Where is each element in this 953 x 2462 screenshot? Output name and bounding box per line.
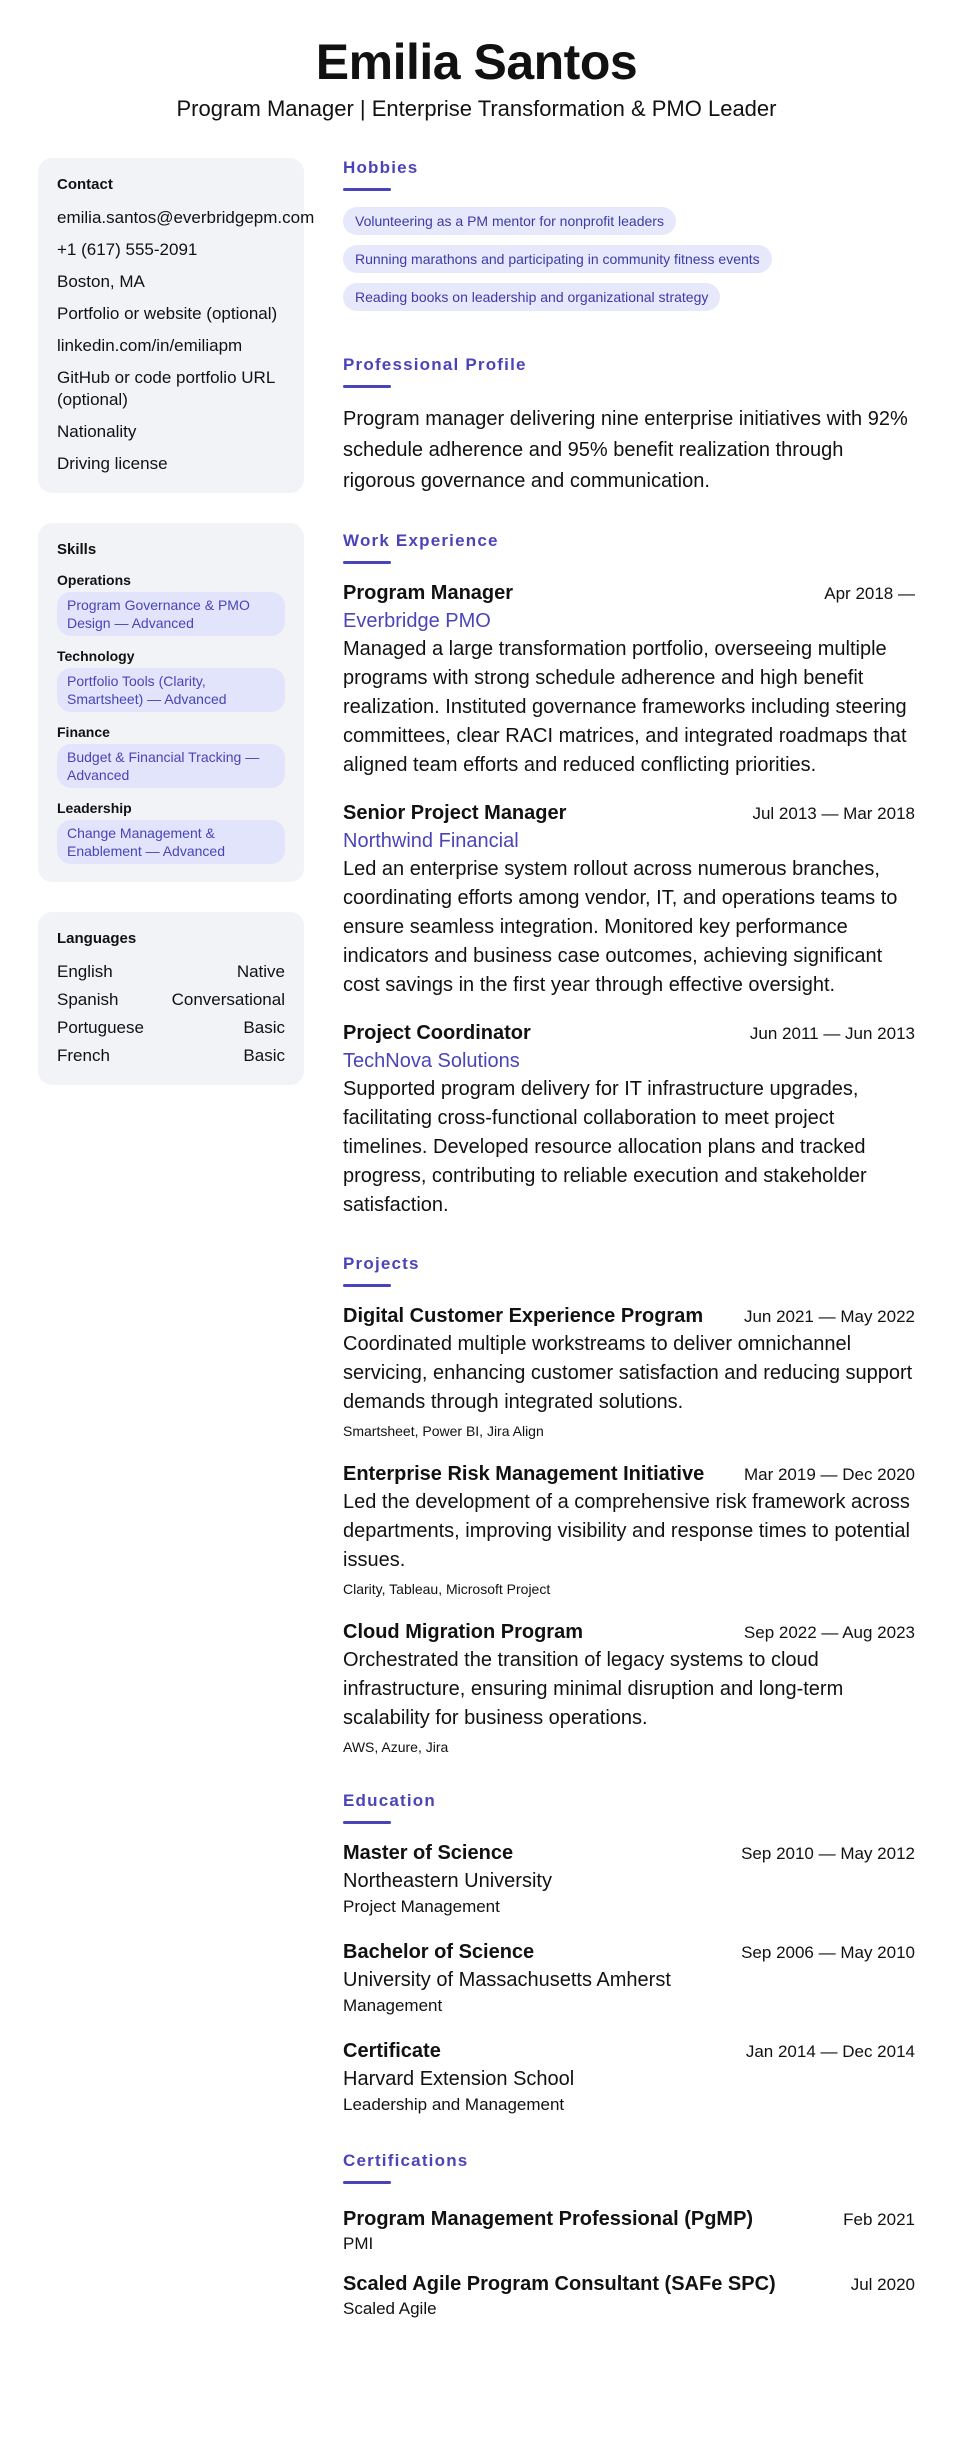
candidate-name: Emilia Santos (315, 34, 638, 90)
contact-portfolio: Portfolio or website (optional) (57, 304, 278, 323)
project-tools: AWS, Azure, Jira (343, 1739, 449, 1755)
project-entry (343, 1303, 915, 1441)
education-dates: Sep 2010 — May 2012 (741, 1844, 915, 1863)
education-dates: Sep 2006 — May 2010 (741, 1943, 915, 1962)
languages-title: Languages (57, 930, 137, 947)
contact-nationality: Nationality (57, 422, 137, 441)
school-name: University of Massachusetts Amherst (343, 1969, 671, 1991)
job-dates: Apr 2018 — (824, 584, 915, 603)
language-name: English (57, 962, 113, 981)
degree-name: Certificate (343, 2040, 441, 2062)
language-name: French (57, 1046, 110, 1065)
project-description: Coordinated multiple workstreams to deliver omnichannel servicing, enhancing customer satisfaction and reducing support demands through integrated solutions. (343, 1333, 913, 1413)
job-company: TechNova Solutions (343, 1050, 520, 1072)
experience-entry (343, 800, 915, 1000)
certification-entry (343, 2206, 915, 2255)
skills-title: Skills (57, 541, 97, 558)
experience-entry (343, 580, 915, 780)
languages-card (38, 912, 304, 1085)
project-dates: Sep 2022 — Aug 2023 (743, 1623, 915, 1642)
job-description: Supported program delivery for IT infrastructure upgrades, facilitating cross-functional collaboration to meet project timelines. Developed resource allocation plans and tracked progress, contributing to reliable execution and stakeholder satisfaction. (343, 1078, 867, 1216)
school-name: Northeastern University (343, 1870, 552, 1892)
certification-date: Feb 2021 (843, 2210, 915, 2229)
job-title: Project Coordinator (343, 1022, 531, 1044)
hobby-chip: Running marathons and participating in community fitness events (343, 245, 772, 273)
section-divider (343, 561, 391, 564)
education-entry (343, 1939, 915, 2018)
school-name: Harvard Extension School (343, 2068, 575, 2090)
section-divider (343, 2181, 391, 2184)
contact-github: GitHub or code portfolio URL (optional) (57, 368, 275, 409)
project-dates: Mar 2019 — Dec 2020 (743, 1465, 915, 1484)
job-dates: Jun 2011 — Jun 2013 (749, 1024, 915, 1043)
job-company: Everbridge PMO (343, 610, 491, 632)
skill-chip: Budget & Financial Tracking — Advanced (57, 744, 285, 788)
section-title: Hobbies (343, 158, 419, 177)
contact-email[interactable]: emilia.santos@everbridgepm.com (57, 208, 315, 227)
contact-card (38, 158, 315, 493)
sidebar (38, 158, 315, 1115)
skill-group-label: Operations (57, 572, 131, 588)
language-level: Conversational (171, 990, 285, 1009)
language-row (57, 989, 285, 1011)
job-company: Northwind Financial (343, 830, 519, 852)
candidate-tagline: Program Manager | Enterprise Transformation & PMO Leader (176, 96, 777, 121)
certification-issuer: PMI (343, 2234, 374, 2253)
section-title: Certifications (343, 2151, 469, 2170)
project-description: Orchestrated the transition of legacy systems to cloud infrastructure, ensuring minimal disruption and long-term scalability for business operations. (343, 1649, 844, 1729)
project-name: Cloud Migration Program (343, 1621, 583, 1643)
resume-header (0, 0, 953, 124)
section-title: Professional Profile (343, 355, 527, 374)
hobby-chip: Reading books on leadership and organizational strategy (343, 283, 720, 311)
hobbies-section (343, 158, 915, 321)
language-row (57, 1045, 285, 1067)
section-title: Projects (343, 1254, 420, 1273)
language-row (57, 961, 285, 983)
job-dates: Jul 2013 — Mar 2018 (752, 804, 915, 823)
section-divider (343, 385, 391, 388)
language-level: Basic (243, 1046, 285, 1065)
experience-section (343, 531, 915, 1220)
project-entry (343, 1619, 915, 1757)
section-divider (343, 1284, 391, 1287)
language-level: Basic (243, 1018, 285, 1037)
project-dates: Jun 2021 — May 2022 (743, 1307, 915, 1326)
language-row (57, 1017, 285, 1039)
section-divider (343, 188, 391, 191)
skill-group-label: Leadership (57, 800, 132, 816)
section-title: Education (343, 1791, 436, 1810)
field-of-study: Project Management (343, 1897, 500, 1916)
skill-chip: Program Governance & PMO Design — Advanced (57, 592, 285, 636)
skill-chip: Portfolio Tools (Clarity, Smartsheet) — Advanced (57, 668, 285, 712)
certifications-section (343, 2151, 915, 2320)
hobby-chip: Volunteering as a PM mentor for nonprofit leaders (343, 207, 676, 235)
project-description: Led the development of a comprehensive risk framework across departments, improving visibility and response times to potential issues. (343, 1491, 910, 1571)
contact-linkedin[interactable]: linkedin.com/in/emiliapm (57, 336, 243, 355)
degree-name: Master of Science (343, 1842, 514, 1864)
contact-phone[interactable]: +1 (617) 555-2091 (57, 240, 198, 259)
job-title: Program Manager (343, 582, 514, 604)
certification-date: Jul 2020 (850, 2275, 915, 2294)
section-title: Work Experience (343, 531, 499, 550)
contact-title: Contact (57, 176, 113, 193)
certification-name: Scaled Agile Program Consultant (SAFe SPC) (343, 2273, 776, 2295)
language-name: Portuguese (57, 1018, 144, 1037)
education-entry (343, 1840, 915, 1919)
project-tools: Clarity, Tableau, Microsoft Project (343, 1581, 551, 1597)
skill-group-label: Technology (57, 648, 135, 664)
main-content (343, 158, 915, 2354)
projects-section (343, 1254, 915, 1757)
project-name: Enterprise Risk Management Initiative (343, 1463, 705, 1485)
education-dates: Jan 2014 — Dec 2014 (745, 2042, 915, 2061)
field-of-study: Leadership and Management (343, 2095, 565, 2114)
skills-card (38, 523, 304, 882)
project-name: Digital Customer Experience Program (343, 1305, 704, 1327)
education-section (343, 1791, 915, 2117)
project-tools: Smartsheet, Power BI, Jira Align (343, 1423, 544, 1439)
contact-driving-license: Driving license (57, 454, 168, 473)
contact-location: Boston, MA (57, 272, 145, 291)
degree-name: Bachelor of Science (343, 1941, 535, 1963)
certification-entry (343, 2271, 915, 2320)
job-description: Led an enterprise system rollout across numerous branches, coordinating efforts among vendor, IT, and operations teams to ensure seamless integration. Monitored key performance indicators and business case outcomes, achieving significant cost savings in the first year through effective oversight. (343, 858, 898, 996)
language-name: Spanish (57, 990, 119, 1009)
job-title: Senior Project Manager (343, 802, 567, 824)
skill-chip: Change Management & Enablement — Advanced (57, 820, 285, 864)
profile-section (343, 355, 915, 497)
language-level: Native (236, 962, 285, 981)
experience-entry (343, 1020, 915, 1220)
job-description: Managed a large transformation portfolio, overseeing multiple programs with strong schedule adherence and high benefit realization. Instituted governance frameworks including steering committees, clear RACI matrices, and integrated roadmaps that aligned team efforts and reduced conflicting priorities. (343, 638, 907, 776)
skill-group-label: Finance (57, 724, 110, 740)
project-entry (343, 1461, 915, 1599)
profile-text: Program manager delivering nine enterprise initiatives with 92% schedule adherence and 95% benefit realization through rigorous governance and communication. (343, 408, 908, 492)
field-of-study: Management (343, 1996, 443, 2015)
section-divider (343, 1821, 391, 1824)
certification-issuer: Scaled Agile (343, 2299, 437, 2318)
education-entry (343, 2038, 915, 2117)
certification-name: Program Management Professional (PgMP) (343, 2208, 754, 2230)
